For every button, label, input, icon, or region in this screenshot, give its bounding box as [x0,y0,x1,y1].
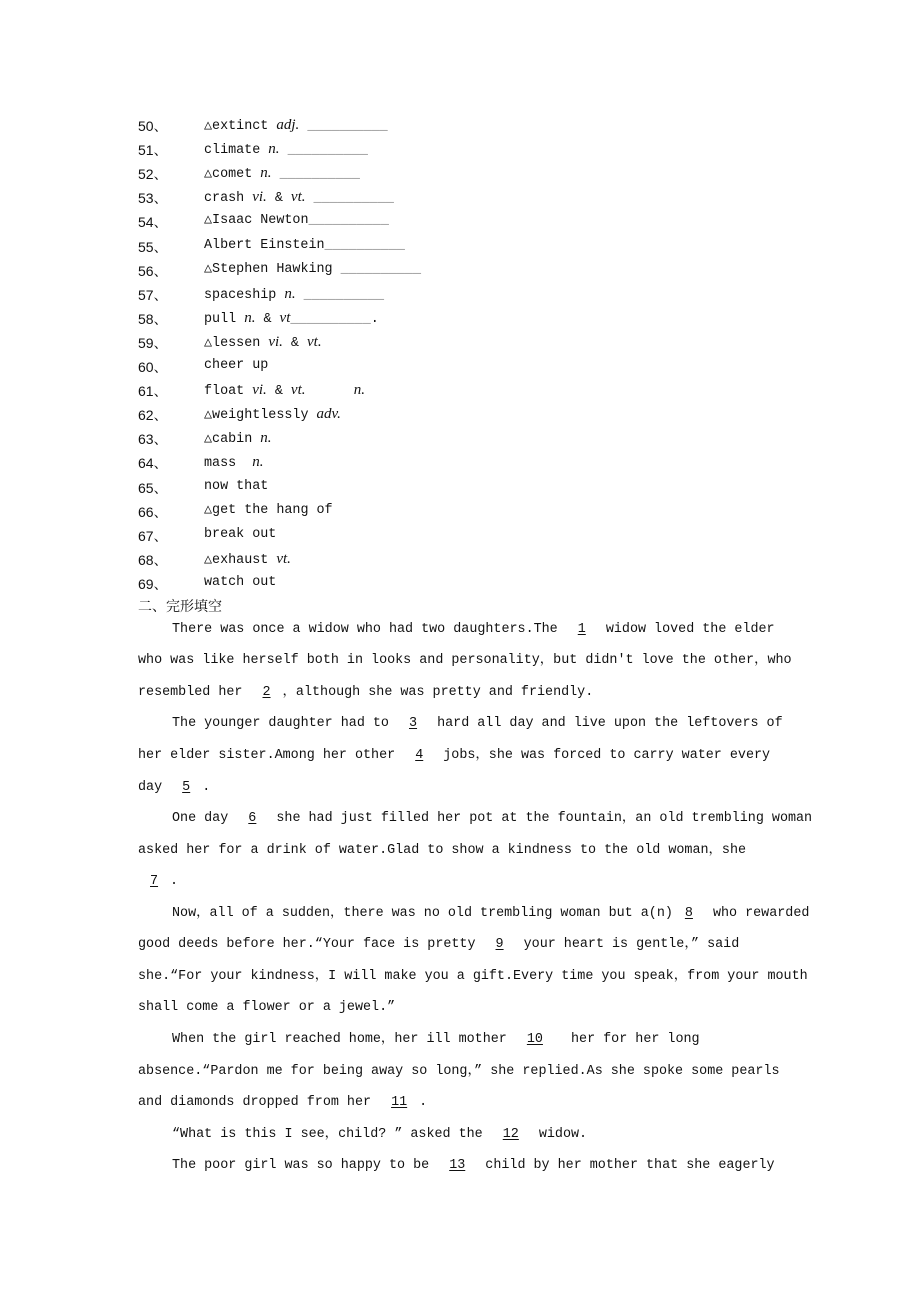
item-number: 66、 [138,503,168,520]
vocab-term [204,381,365,401]
answer-blank: __________ [324,237,405,253]
vocab-term [204,429,272,449]
part-of-speech: n. [260,165,272,182]
term-text [305,384,353,399]
cloze-blank: 12 [502,1127,519,1142]
passage-line [138,936,739,954]
item-number: 51、 [138,142,168,159]
vocab-term [204,502,333,520]
item-number: 50、 [138,118,168,134]
item-number: 52、 [138,166,168,183]
part-of-speech: n. [353,382,365,399]
part-of-speech: vt. [307,333,322,350]
passage-text: widow loved the elder [597,622,775,637]
vocab-term [204,212,389,230]
term-text: crash [204,191,253,207]
term-text: now that [204,478,269,494]
term-text: △Isaac Newton [204,213,309,229]
cloze-blank: 3 [409,716,418,731]
passage-text: jobs，she was forced to carry water every [435,748,771,763]
passage-text: resembled her [138,685,251,700]
passage-line [138,873,178,891]
passage-text: . [419,1095,428,1110]
vocab-term [204,333,322,353]
part-of-speech: vi. [252,189,267,206]
part-of-speech: vi. [268,333,283,350]
passage-text: she had just filled her pot at the fountain，an old trembling woman [268,811,813,826]
cloze-blank: 8 [684,906,693,921]
term-text [280,143,288,158]
term-text: △weightlessly [204,408,317,424]
vocab-term [204,188,394,208]
item-number: 62、 [138,407,168,424]
part-of-speech: n. [268,141,280,158]
passage-text: ，although she was pretty and friendly. [282,685,594,700]
term-text: & [255,311,280,327]
answer-blank: __________ [308,213,389,229]
part-of-speech: adj. [276,117,300,133]
cloze-blank: 10 [526,1032,543,1047]
part-of-speech: n. [260,430,272,447]
passage-line [172,1031,700,1049]
item-number: 60、 [138,359,168,375]
cloze-blank: 1 [577,622,586,637]
vocab-term [204,237,405,255]
part-of-speech: n. [244,309,256,326]
cloze-blank: 5 [182,780,191,795]
term-text: pull [204,311,245,327]
term-text: float [204,384,253,400]
vocab-term [204,478,268,496]
section-heading: 二、完形填空 [138,599,222,615]
term-text: climate [204,143,269,159]
term-text [272,167,280,182]
part-of-speech: vt [279,309,291,326]
term-text [305,191,313,206]
passage-text: When the girl reached home，her ill mother [172,1032,515,1047]
answer-blank: __________ [340,261,421,277]
passage-text: day [138,780,171,795]
part-of-speech: vt. [290,382,306,399]
vocab-term [204,357,268,375]
vocab-term [204,140,368,160]
vocab-term [204,453,263,473]
term-text: break out [204,526,277,542]
answer-blank: __________ [303,287,385,303]
cloze-blank: 6 [248,811,257,826]
vocab-term [204,405,341,425]
term-text: cheer up [204,358,269,373]
passage-text: good deeds before her.“Your face is pretty [138,937,484,952]
answer-blank: __________ [287,143,368,159]
vocab-term [204,116,388,136]
passage-line [172,810,812,828]
passage-line [172,715,783,733]
term-text [296,288,304,303]
part-of-speech: n. [284,285,296,302]
item-number: 56、 [138,262,168,279]
term-text: △extinct [204,119,277,134]
passage-text: “What is this I see，child? ” asked the [172,1127,491,1142]
passage-text: widow. [530,1127,588,1142]
term-text: & [266,191,291,207]
answer-blank: __________ [307,119,388,134]
passage-line [138,1063,780,1081]
term-text: △exhaust [204,552,277,568]
passage-text: absence.“Pardon me for being away so long，” she replied.As she spoke some pearls [138,1064,780,1079]
passage-text: One day [172,811,237,826]
term-text: △get the hang of [204,502,333,518]
term-text: △Stephen Hawking [204,261,341,277]
passage-text: she.“For your kindness，I will make you a gift.Every time you speak，from your mouth [138,969,808,984]
passage-line [138,999,395,1017]
part-of-speech: vt. [290,189,306,206]
part-of-speech: vt. [276,550,291,567]
passage-text: hard all day and live upon the leftovers of [429,716,783,731]
passage-text: who rewarded [704,906,810,921]
passage-line [172,1157,775,1175]
passage-text: There was once a widow who had two daughters.The [172,622,566,637]
cloze-blank: 4 [415,748,424,763]
passage-text: who was like herself both in looks and personality，but didn't love the other，who [138,653,792,668]
passage-text: her elder sister.Among her other [138,748,404,763]
term-text: Albert Einstein [204,237,325,253]
item-number: 65、 [138,479,168,496]
item-number: 63、 [138,431,168,448]
term-text: △comet [204,167,261,183]
vocab-term [204,550,291,570]
item-number: 64、 [138,455,168,472]
passage-line [172,905,809,923]
vocab-term [204,526,276,544]
item-number: 59、 [138,334,168,351]
item-number: 57、 [138,286,168,303]
passage-text: The younger daughter had to [172,716,397,731]
cloze-blank: 13 [449,1158,466,1173]
term-text: △lessen [204,335,269,351]
cloze-blank: 11 [391,1095,408,1110]
item-number: 68、 [138,551,168,568]
passage-text: child by her mother that she eagerly [477,1158,775,1173]
part-of-speech: n. [252,454,264,471]
passage-text: and diamonds dropped from her [138,1095,380,1110]
passage-text: her for her long [554,1032,700,1047]
cloze-blank: 7 [150,874,159,889]
passage-line [172,621,775,639]
passage-line [172,1126,587,1144]
passage-text: asked her for a drink of water.Glad to show a kindness to the old woman，she [138,843,747,858]
vocab-term [204,261,421,279]
item-number: 69、 [138,575,168,592]
passage-text: . [202,780,211,795]
answer-blank: __________ [279,167,360,183]
term-text: & [266,384,291,400]
item-number: 61、 [138,383,168,400]
passage-line [138,652,792,670]
passage-line [138,842,746,860]
passage-text: Now，all of a sudden，there was no old trembling woman but a(n) [172,906,673,921]
term-text: . [370,311,379,327]
answer-blank: __________ [290,311,371,327]
item-number: 58、 [138,310,168,327]
term-text: watch out [204,574,277,590]
passage-line [138,1094,427,1112]
passage-text: your heart is gentle，” said [515,937,740,952]
passage-line [138,747,770,765]
item-number: 55、 [138,238,168,255]
cloze-blank: 2 [262,685,271,700]
item-number: 53、 [138,190,168,207]
item-number: 67、 [138,527,168,544]
vocab-term [204,285,384,305]
passage-line [138,779,210,797]
vocab-term [204,574,276,592]
passage-text: . [170,874,179,889]
term-text: mass [204,456,253,472]
part-of-speech: adv. [316,406,341,423]
vocab-term [204,164,360,184]
term-text: △cabin [204,432,261,448]
passage-text: The poor girl was so happy to be [172,1158,438,1173]
answer-blank: __________ [313,191,394,207]
vocab-term [204,309,379,329]
part-of-speech: vi. [252,382,267,399]
passage-text: shall come a flower or a jewel.” [138,1000,396,1015]
term-text: & [282,335,307,351]
passage-line [138,968,808,986]
item-number: 54、 [138,214,168,231]
passage-line [138,684,593,702]
cloze-blank: 9 [495,937,504,952]
term-text: spaceship [204,287,285,303]
